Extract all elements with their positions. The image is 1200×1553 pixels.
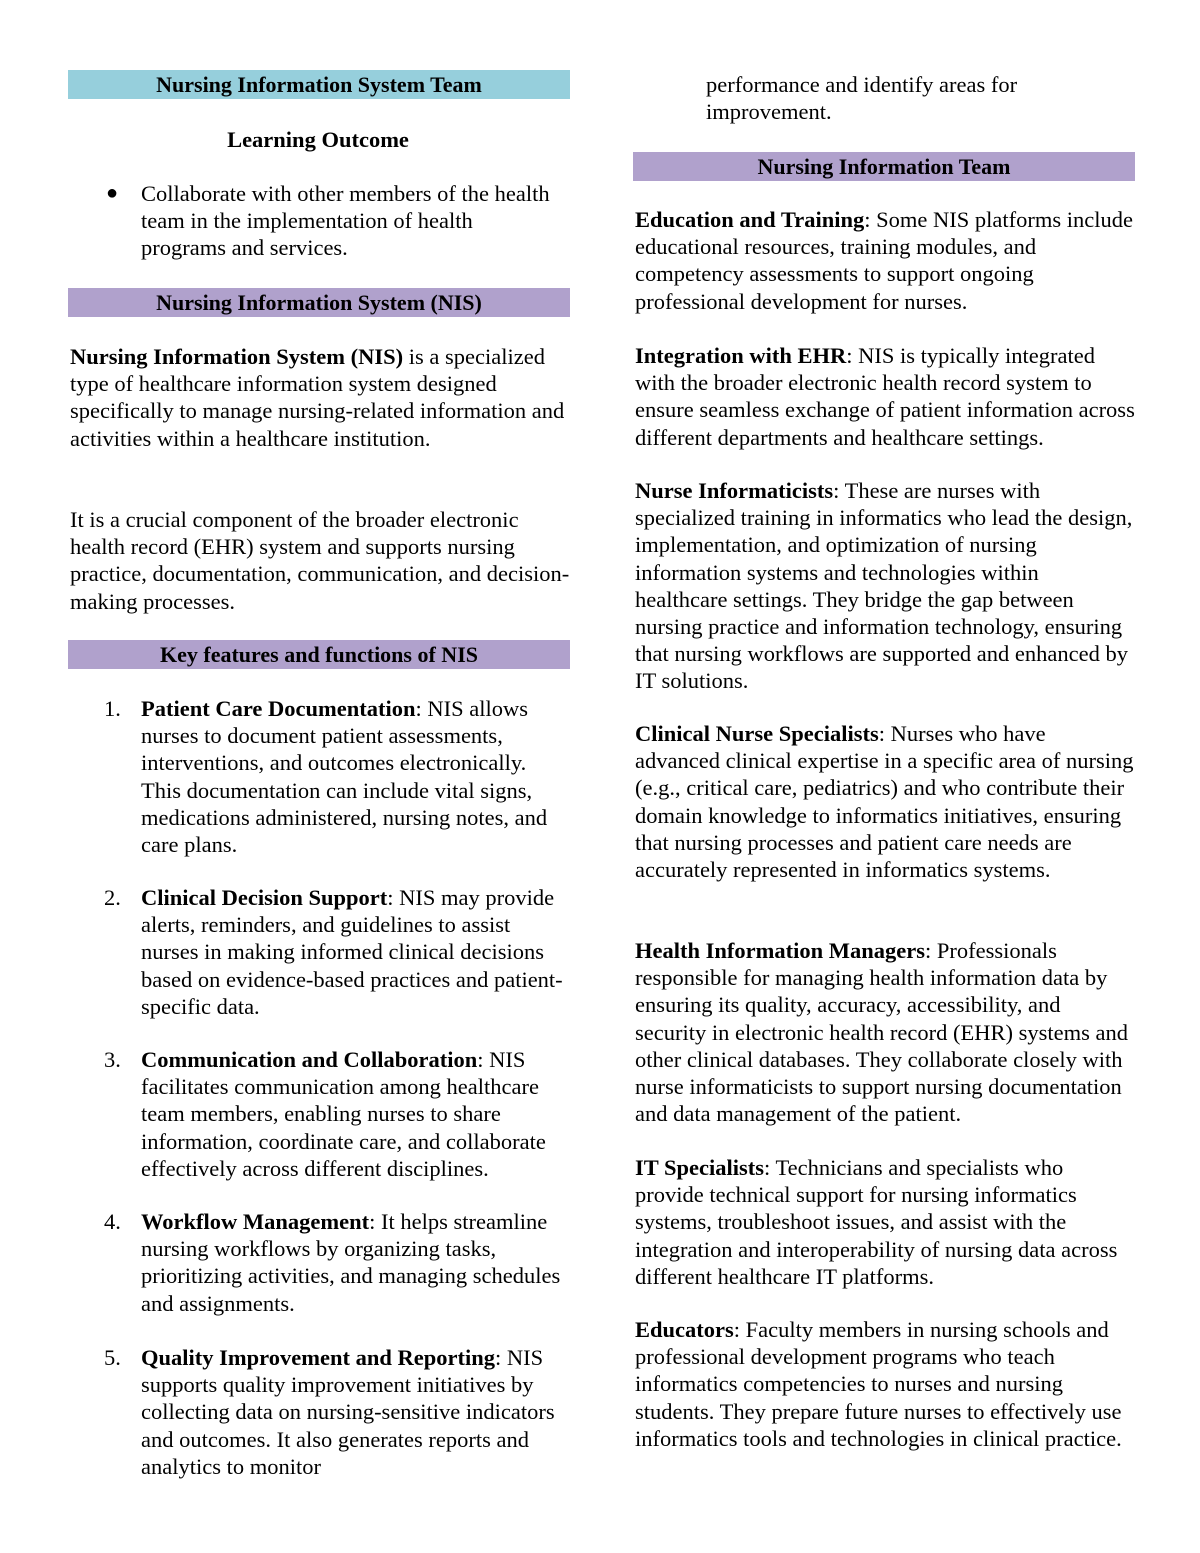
role-description: : Technicians and specialists who provide technical support for nursing informatics systems, troubleshoot issues, and assist with the integration and interoperability of nursing data across different healthcare IT platforms. bbox=[635, 1155, 1118, 1289]
feature-number: 1. bbox=[104, 696, 121, 721]
definition-term: Nursing Information System (NIS) bbox=[70, 344, 404, 369]
feature-term: Workflow Management bbox=[141, 1209, 370, 1234]
nis-component-paragraph: It is a crucial component of the broader electronic health record (EHR) system and supports nursing practice, documentation, communication, and decision-making processes. bbox=[70, 507, 570, 614]
feature-number: 4. bbox=[104, 1209, 121, 1234]
role-paragraph bbox=[635, 720, 1135, 883]
section-header-nis: Nursing Information System (NIS) bbox=[68, 288, 570, 317]
role-description: : Professionals responsible for managing health information data by ensuring its quality, accuracy, accessibility, and security in electronic health record (EHR) systems and other clinical databases. They collaborate closely with nurse informaticists to support nursing documentation and data management of the patient. bbox=[635, 938, 1128, 1127]
feature-text bbox=[141, 695, 569, 858]
feature-text bbox=[141, 1046, 569, 1182]
role-term: Integration with EHR bbox=[635, 343, 847, 368]
feature-text bbox=[141, 1344, 569, 1480]
role-description: : Some NIS platforms include educational resources, training modules, and competency assessments to support ongoing professional development for nurses. bbox=[635, 207, 1133, 314]
feature-term: Quality Improvement and Reporting bbox=[141, 1345, 495, 1370]
role-paragraph bbox=[635, 342, 1135, 451]
role-description: : Faculty members in nursing schools and professional development programs who teach informatics competencies to nurses and nursing students. They prepare future nurses to effectively use informatics tools and technologies in clinical practice. bbox=[635, 1317, 1122, 1451]
feature-description: : NIS may provide alerts, reminders, and guidelines to assist nurses in making informed clinical decisions based on evidence-based practices and patient-specific data. bbox=[141, 885, 563, 1019]
role-term: Health Information Managers bbox=[635, 938, 925, 963]
role-description: : Nurses who have advanced clinical expertise in a specific area of nursing (e.g., critical care, pediatrics) and who contribute their domain knowledge to informatics initiatives, ensuring that nursing processes and patient care needs are accurately represented in informatics systems. bbox=[635, 721, 1134, 883]
feature-description: : NIS supports quality improvement initiatives by collecting data on nursing-sensitive indicators and outcomes. It also generates reports and analytics to monitor bbox=[141, 1345, 555, 1479]
role-description: : NIS is typically integrated with the broader electronic health record system to ensure seamless exchange of patient information across different departments and healthcare settings. bbox=[635, 343, 1135, 450]
feature-number: 2. bbox=[104, 885, 121, 910]
bullet-icon: ● bbox=[106, 182, 119, 204]
feature-term: Clinical Decision Support bbox=[141, 885, 388, 910]
role-term: Education and Training bbox=[635, 207, 865, 232]
role-term: Educators bbox=[635, 1317, 734, 1342]
role-term: Nurse Informaticists bbox=[635, 478, 834, 503]
outcome-text: Collaborate with other members of the health team in the implementation of health programs and services. bbox=[141, 181, 550, 261]
continuation-text: performance and identify areas for improvement. bbox=[706, 72, 1018, 125]
role-paragraph bbox=[635, 1154, 1135, 1290]
nis-definition-paragraph bbox=[70, 343, 570, 452]
role-description: : These are nurses with specialized training in informatics who lead the design, implementation, and optimization of nursing information systems and technologies within healthcare settings. They bridge the gap between nursing practice and information technology, ensuring that nursing workflows are supported and enhanced by IT solutions. bbox=[635, 478, 1133, 694]
feature-number: 3. bbox=[104, 1047, 121, 1072]
role-paragraph bbox=[635, 477, 1135, 695]
feature-description: : It helps streamline nursing workflows by organizing tasks, prioritizing activities, and managing schedules and assignments. bbox=[141, 1209, 561, 1316]
feature-description: : NIS allows nurses to document patient assessments, interventions, and outcomes electronically. This documentation can include vital signs, medications administered, nursing notes, and care plans. bbox=[141, 696, 548, 858]
learning-outcome-title: Learning Outcome bbox=[227, 127, 409, 152]
feature-term: Patient Care Documentation bbox=[141, 696, 416, 721]
role-term: Clinical Nurse Specialists bbox=[635, 721, 879, 746]
role-paragraph bbox=[635, 206, 1135, 315]
role-paragraph bbox=[635, 1316, 1135, 1452]
feature-number: 5. bbox=[104, 1345, 121, 1370]
feature-text bbox=[141, 884, 569, 1020]
section-header-team: Nursing Information Team bbox=[633, 152, 1135, 181]
section-header-features: Key features and functions of NIS bbox=[68, 640, 570, 669]
feature-term: Communication and Collaboration bbox=[141, 1047, 478, 1072]
feature-description: : NIS facilitates communication among healthcare team members, enabling nurses to share information, coordinate care, and collaborate effectively across different disciplines. bbox=[141, 1047, 546, 1181]
role-paragraph bbox=[635, 937, 1135, 1127]
definition-text: is a specialized type of healthcare information system designed specifically to manage nursing-related information and activities within a healthcare institution. bbox=[70, 344, 565, 451]
feature-text bbox=[141, 1208, 569, 1317]
role-term: IT Specialists bbox=[635, 1155, 764, 1180]
section-header-system-team: Nursing Information System Team bbox=[68, 70, 570, 99]
